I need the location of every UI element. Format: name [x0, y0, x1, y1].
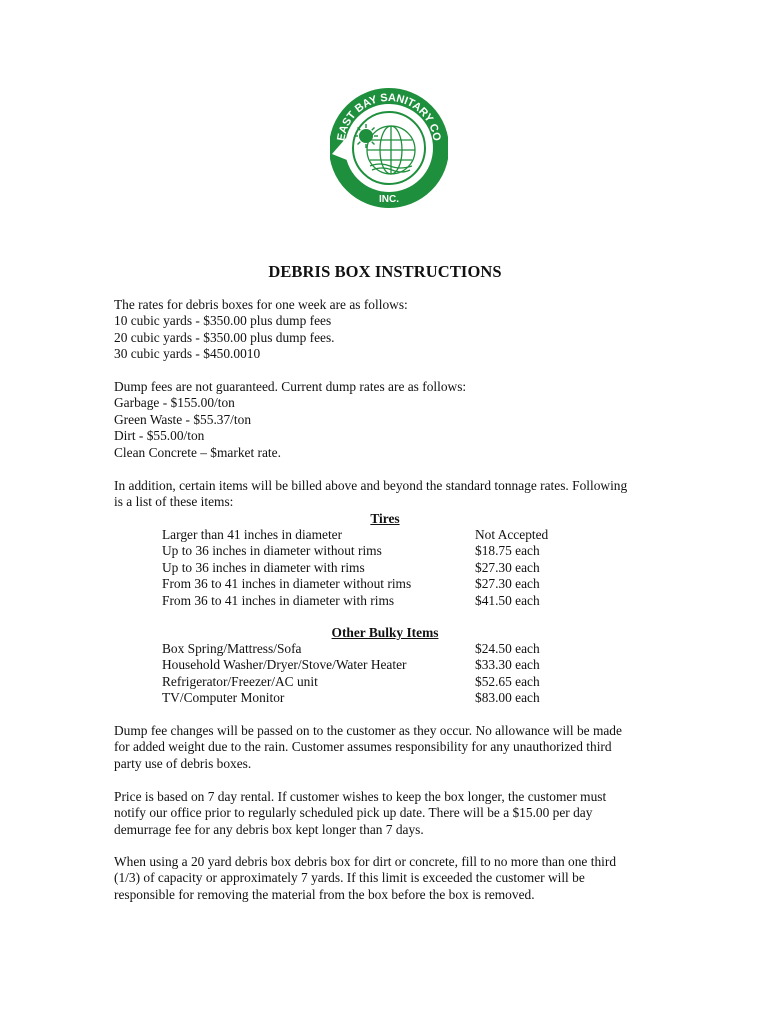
price-basis-paragraph — [114, 789, 674, 838]
table-row — [162, 641, 602, 657]
row-item: From 36 to 41 inches in diameter without rims — [162, 576, 412, 592]
row-item: Up to 36 inches in diameter without rims — [162, 543, 382, 559]
paragraph-line: Price is based on 7 day rental. If customer wishes to keep the box longer, the customer must — [114, 789, 607, 804]
table-row — [162, 674, 602, 690]
tires-heading: Tires — [370, 511, 400, 526]
paragraph-line: demurrage fee for any debris box kept longer than 7 days. — [114, 821, 424, 837]
dump-fees-section — [114, 379, 674, 461]
paragraph-line: responsible for removing the material from the box before the box is removed. — [114, 886, 535, 902]
row-item: Household Washer/Dryer/Stove/Water Heater — [162, 657, 407, 673]
row-price: $27.30 each — [475, 559, 540, 575]
table-row — [162, 690, 602, 706]
dump-concrete: Clean Concrete – $market rate. — [114, 444, 281, 460]
addition-line: In addition, certain items will be billed above and beyond the standard tonnage rates. Following — [114, 478, 628, 493]
table-row — [162, 576, 602, 592]
company-logo — [330, 78, 448, 218]
row-item: From 36 to 41 inches in diameter with rims — [162, 592, 395, 608]
addition-line: is a list of these items: — [114, 494, 234, 510]
twenty-yard-paragraph — [114, 854, 674, 903]
row-price: $27.30 each — [475, 576, 540, 592]
table-row — [162, 543, 602, 559]
table-row — [162, 657, 602, 673]
rates-section — [114, 297, 674, 363]
paragraph-line: (1/3) of capacity or approximately 7 yards. If this limit is exceeded the customer will be — [114, 870, 585, 886]
dump-changes-paragraph — [114, 723, 674, 772]
dump-intro: Dump fees are not guaranteed. Current dump rates are as follows: — [114, 379, 467, 394]
rates-intro: The rates for debris boxes for one week are as follows: — [114, 297, 408, 312]
dump-green-waste: Green Waste - $55.37/ton — [114, 411, 252, 427]
row-item: Refrigerator/Freezer/AC unit — [162, 673, 318, 689]
row-price: $41.50 each — [475, 592, 540, 608]
dump-dirt: Dirt - $55.00/ton — [114, 428, 205, 444]
table-row — [162, 560, 602, 576]
row-item: TV/Computer Monitor — [162, 690, 285, 706]
bulky-items-heading: Other Bulky Items — [331, 625, 439, 640]
row-price: $18.75 each — [475, 543, 540, 559]
rate-20-yards: 20 cubic yards - $350.00 plus dump fees. — [114, 329, 335, 345]
bulky-items-table — [162, 641, 602, 707]
rate-30-yards: 30 cubic yards - $450.0010 — [114, 346, 261, 362]
paragraph-line: party use of debris boxes. — [114, 755, 252, 771]
row-item: Box Spring/Mattress/Sofa — [162, 641, 302, 656]
table-row — [162, 527, 602, 543]
logo-inc-text: INC. — [379, 194, 399, 205]
table-row — [162, 593, 602, 609]
paragraph-line: for added weight due to the rain. Customer assumes responsibility for any unauthorized third — [114, 739, 612, 755]
row-price: $24.50 each — [475, 641, 540, 656]
page-title: DEBRIS BOX INSTRUCTIONS — [268, 262, 502, 281]
paragraph-line: notify our office prior to regularly scheduled pick up date. There will be a $15.00 per day — [114, 805, 593, 821]
dump-garbage: Garbage - $155.00/ton — [114, 395, 235, 411]
paragraph-line: When using a 20 yard debris box debris box for dirt or concrete, fill to no more than one third — [114, 854, 617, 869]
logo-arc-text: EAST BAY SANITARY CO — [335, 91, 443, 142]
rate-10-yards: 10 cubic yards - $350.00 plus dump fees — [114, 313, 332, 329]
row-item: Larger than 41 inches in diameter — [162, 527, 343, 542]
row-price: Not Accepted — [475, 527, 549, 542]
paragraph-line: Dump fee changes will be passed on to the customer as they occur. No allowance will be made — [114, 723, 622, 738]
tires-table — [162, 527, 602, 609]
row-item: Up to 36 inches in diameter with rims — [162, 559, 365, 575]
row-price: $33.30 each — [475, 657, 540, 673]
row-price: $83.00 each — [475, 690, 540, 706]
row-price: $52.65 each — [475, 673, 540, 689]
addition-paragraph — [114, 478, 674, 511]
